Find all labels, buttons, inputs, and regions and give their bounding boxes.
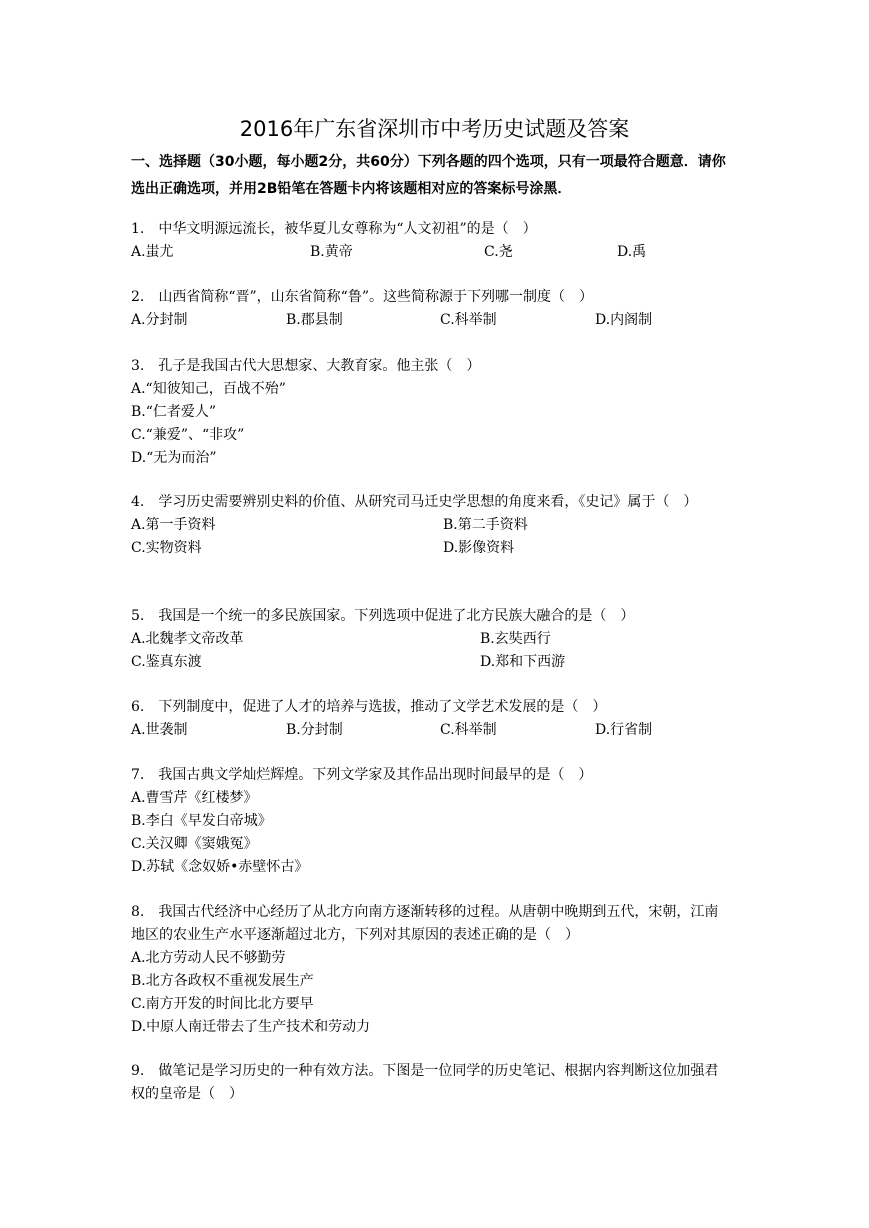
question-stem: 6. 下列制度中，促进了人才的培养与选拔，推动了文学艺术发展的是（ ） — [131, 699, 607, 715]
option-b: B.玄奘西行 — [480, 631, 551, 647]
question-stem: 1. 中华文明源远流长，被华夏儿女尊称为“人文初祖”的是（ ） — [131, 221, 537, 237]
question-7 — [131, 764, 731, 879]
option-c: C.科举制 — [440, 722, 497, 738]
option-b: B.黄帝 — [310, 244, 353, 260]
option-c: C.实物资料 — [131, 540, 202, 556]
option-c: C.“兼爱”、“非攻” — [131, 427, 245, 443]
option-d: D.中原人南迁带去了生产技术和劳动力 — [131, 1019, 371, 1035]
option-b: B.郡县制 — [286, 312, 343, 328]
options-row — [131, 309, 731, 332]
question-stem: 4. 学习历史需要辨别史料的价值、从研究司马迁史学思想的角度来看，《史记》属于（ ） — [131, 494, 698, 510]
option-d: D.“无为而治” — [131, 450, 217, 466]
question-2 — [131, 286, 731, 332]
document-title: 2016年广东省深圳市中考历史试题及答案 — [239, 117, 630, 141]
option-a: A.北魏孝文帝改革 — [131, 631, 244, 647]
option-b: B.第二手资料 — [443, 517, 528, 533]
question-stem: 2. 山西省简称“晋”，山东省简称“鲁”。这些简称源于下列哪一制度（ ） — [131, 289, 593, 305]
question-stem: 7. 我国古典文学灿烂辉煌。下列文学家及其作品出现时间最早的是（ ） — [131, 767, 593, 783]
options-row — [131, 537, 731, 560]
option-d: D.禹 — [617, 244, 647, 260]
option-b: B.李白《早发白帝城》 — [131, 813, 272, 829]
question-6 — [131, 696, 731, 742]
question-3 — [131, 355, 731, 470]
options-row — [131, 514, 731, 537]
option-d: D.苏轼《念奴娇•赤壁怀古》 — [131, 859, 309, 875]
option-d: D.行省制 — [595, 722, 653, 738]
options-row — [131, 628, 731, 651]
option-d: D.内阁制 — [595, 312, 653, 328]
section-instructions: 一、选择题（30小题，每小题2分，共60分）下列各题的四个选项，只有一项最符合题意．请你选出正确选项，并用2B铅笔在答题卡内将该题相对应的答案标号涂黑． — [131, 154, 726, 197]
question-4 — [131, 491, 731, 560]
question-8 — [131, 901, 731, 1039]
question-stem: 5. 我国是一个统一的多民族国家。下列选项中促进了北方民族大融合的是（ ） — [131, 608, 635, 624]
question-5 — [131, 605, 731, 674]
options-row — [131, 241, 731, 264]
option-a: A.分封制 — [131, 312, 188, 328]
question-1 — [131, 218, 731, 264]
option-b: B.北方各政权不重视发展生产 — [131, 973, 314, 989]
option-a: A.蚩尤 — [131, 244, 174, 260]
question-stem: 9. 做笔记是学习历史的一种有效方法。下图是一位同学的历史笔记、根据内容判断这位加强君权的皇帝是（ ） — [131, 1063, 719, 1102]
option-a: A.世袭制 — [131, 722, 188, 738]
option-a: A.“知彼知己，百战不殆” — [131, 381, 286, 397]
question-stem: 8. 我国古代经济中心经历了从北方向南方逐渐转移的过程。从唐朝中晚期到五代，宋朝，江南地区的农业生产水平逐渐超过北方，下列对其原因的表述正确的是（ ） — [131, 904, 719, 943]
option-b: B.分封制 — [286, 722, 343, 738]
question-9 — [131, 1060, 731, 1106]
options-row — [131, 651, 731, 674]
option-c: C.尧 — [484, 244, 513, 260]
option-d: D.影像资料 — [443, 540, 515, 556]
option-c: C.科举制 — [440, 312, 497, 328]
option-d: D.郑和下西游 — [480, 654, 566, 670]
option-c: C.南方开发的时间比北方要早 — [131, 996, 314, 1012]
option-a: A.曹雪芹《红楼梦》 — [131, 790, 258, 806]
option-c: C.关汉卿《窦娥冤》 — [131, 836, 258, 852]
option-b: B.“仁者爱人” — [131, 404, 217, 420]
option-a: A.第一手资料 — [131, 517, 216, 533]
options-row — [131, 719, 731, 742]
option-a: A.北方劳动人民不够勤劳 — [131, 950, 286, 966]
question-stem: 3. 孔子是我国古代大思想家、大教育家。他主张（ ） — [131, 358, 481, 374]
option-c: C.鉴真东渡 — [131, 654, 202, 670]
